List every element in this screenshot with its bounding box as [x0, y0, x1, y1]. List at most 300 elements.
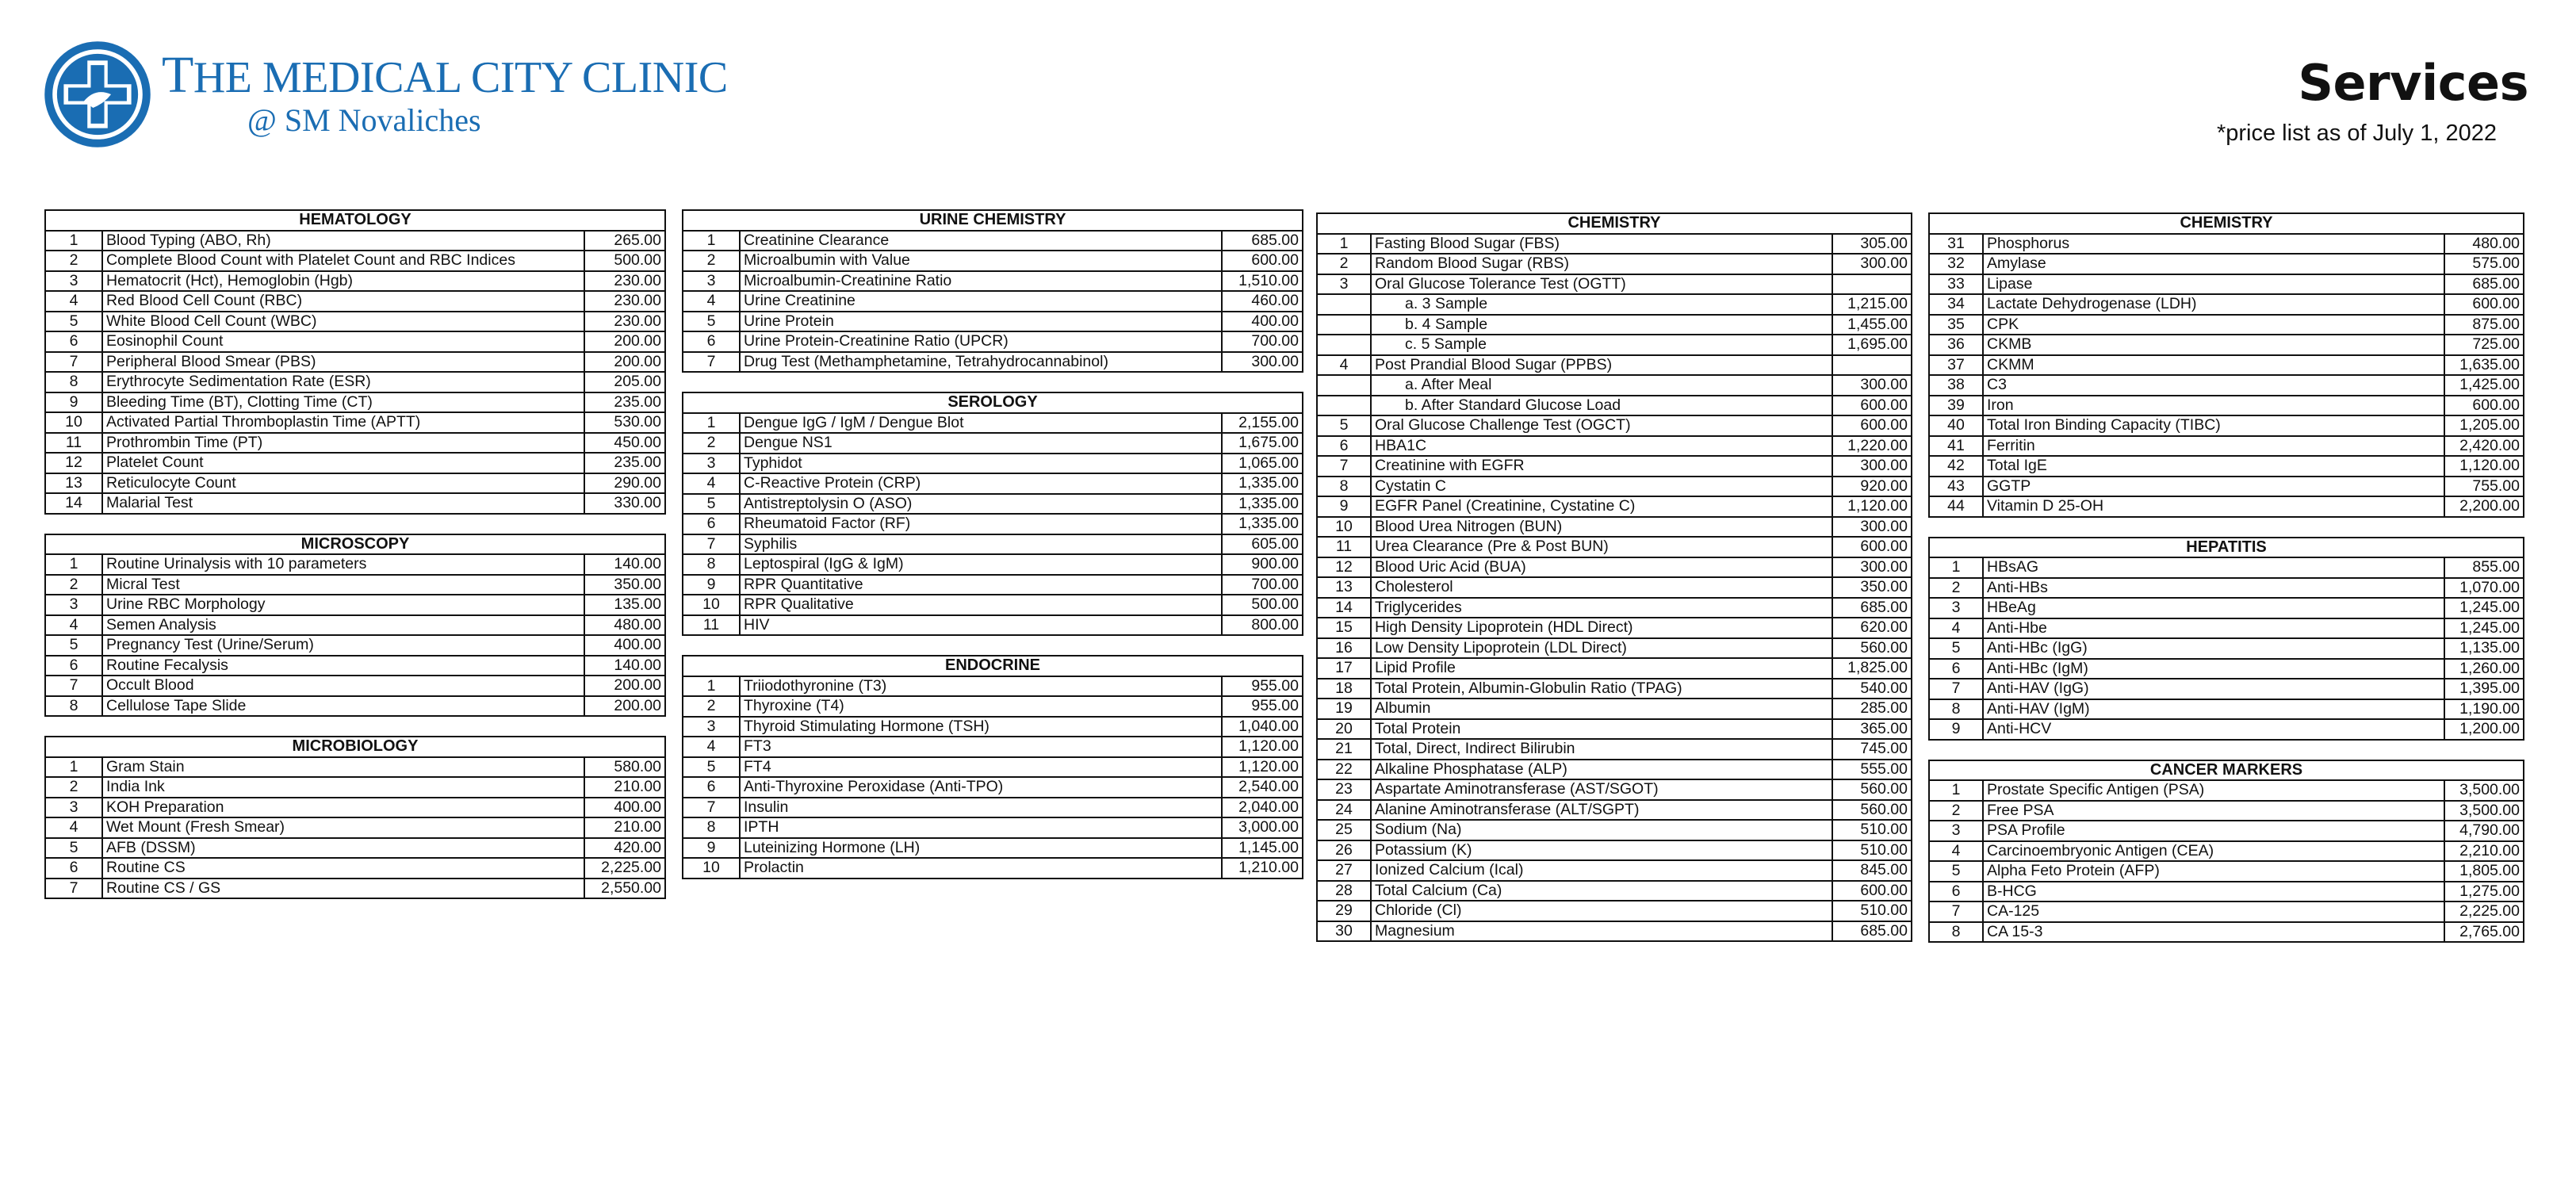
test-price: 300.00 [1832, 254, 1912, 274]
table-row [1317, 860, 1912, 881]
test-price: 140.00 [584, 656, 665, 676]
test-price: 1,510.00 [1222, 271, 1303, 292]
section-header-row [45, 210, 665, 231]
test-price: 235.00 [584, 392, 665, 413]
table-row [45, 817, 665, 838]
test-name: PSA Profile [1983, 821, 2444, 841]
item-number: 11 [683, 615, 740, 636]
test-name: Thyroxine (T4) [740, 696, 1222, 717]
test-price: 540.00 [1832, 679, 1912, 699]
section-header-row [683, 656, 1303, 676]
test-price: 685.00 [2444, 274, 2524, 295]
item-number: 6 [683, 777, 740, 798]
item-number: 4 [45, 291, 102, 312]
test-price: 1,200.00 [2444, 719, 2524, 740]
test-name: Anti-HBc (IgM) [1983, 659, 2444, 679]
price-column-4 [1928, 212, 2524, 962]
price-section [44, 209, 666, 515]
table-row [683, 494, 1303, 515]
test-name: Creatinine with EGFR [1371, 456, 1832, 477]
item-number: 8 [1317, 477, 1371, 497]
test-price: 300.00 [1222, 352, 1303, 373]
test-price: 1,245.00 [2444, 618, 2524, 639]
test-name: C3 [1983, 375, 2444, 396]
item-number: 7 [45, 352, 102, 373]
table-row [683, 251, 1303, 271]
test-name: Blood Typing (ABO, Rh) [102, 231, 584, 251]
section-title: HEMATOLOGY [45, 210, 665, 231]
test-price: 685.00 [1832, 598, 1912, 618]
test-name: RPR Quantitative [740, 575, 1222, 595]
table-row [683, 595, 1303, 615]
test-name: Routine Urinalysis with 10 parameters [102, 554, 584, 575]
test-name: Alanine Aminotransferase (ALT/SGPT) [1371, 800, 1832, 821]
table-row [45, 453, 665, 473]
test-name: a. After Meal [1371, 375, 1832, 396]
item-number: 4 [1929, 841, 1983, 862]
price-section [1928, 212, 2524, 518]
test-price: 575.00 [2444, 254, 2524, 274]
section-header-row [1929, 760, 2524, 781]
table-row [1929, 821, 2524, 841]
table-row [683, 696, 1303, 717]
table-row [45, 493, 665, 514]
table-row [1929, 496, 2524, 517]
price-list-date: *price list as of July 1, 2022 [2216, 121, 2497, 146]
item-number: 7 [683, 534, 740, 555]
test-name: Malarial Test [102, 493, 584, 514]
test-price: 1,260.00 [2444, 659, 2524, 679]
test-price: 845.00 [1832, 860, 1912, 881]
table-row [683, 271, 1303, 292]
test-name: Iron [1983, 396, 2444, 416]
table-row [1317, 800, 1912, 821]
table-row [683, 717, 1303, 737]
test-name: Carcinoembryonic Antigen (CEA) [1983, 841, 2444, 862]
table-row [45, 372, 665, 392]
table-row [1929, 578, 2524, 599]
test-name: Aspartate Aminotransferase (AST/SGOT) [1371, 779, 1832, 800]
test-price: 600.00 [1832, 396, 1912, 416]
item-number: 10 [683, 858, 740, 879]
table-row [683, 413, 1303, 434]
table-row [683, 777, 1303, 798]
item-number: 1 [683, 413, 740, 434]
item-number: 6 [683, 514, 740, 534]
price-section [682, 392, 1303, 636]
test-price: 200.00 [584, 696, 665, 717]
table-row [45, 656, 665, 676]
test-name: Cystatin C [1371, 477, 1832, 497]
test-price: 4,790.00 [2444, 821, 2524, 841]
test-name: Routine CS / GS [102, 879, 584, 899]
test-price: 600.00 [2444, 396, 2524, 416]
test-price: 1,825.00 [1832, 658, 1912, 679]
medical-cross-logo-icon [41, 38, 154, 151]
test-price: 300.00 [1832, 557, 1912, 578]
item-number: 7 [45, 676, 102, 696]
item-number: 4 [1317, 355, 1371, 376]
test-name: Semen Analysis [102, 615, 584, 636]
test-name: Occult Blood [102, 676, 584, 696]
test-price: 290.00 [584, 473, 665, 494]
item-number: 35 [1929, 315, 1983, 335]
item-number: 40 [1929, 415, 1983, 436]
test-name: HBA1C [1371, 436, 1832, 457]
test-price: 955.00 [1222, 676, 1303, 697]
item-number: 24 [1317, 800, 1371, 821]
test-name: Creatinine Clearance [740, 231, 1222, 251]
item-number: 5 [45, 312, 102, 332]
test-name: Antistreptolysin O (ASO) [740, 494, 1222, 515]
test-price: 1,455.00 [1832, 315, 1912, 335]
test-name: Prothrombin Time (PT) [102, 433, 584, 454]
table-row [45, 291, 665, 312]
item-number: 27 [1317, 860, 1371, 881]
item-number: 3 [1929, 598, 1983, 618]
test-name: Activated Partial Thromboplastin Time (APTT) [102, 412, 584, 433]
item-number: 5 [683, 757, 740, 778]
test-name: Wet Mount (Fresh Smear) [102, 817, 584, 838]
test-name: c. 5 Sample [1371, 335, 1832, 355]
table-row [1929, 477, 2524, 497]
table-row [45, 352, 665, 373]
item-number: 29 [1317, 901, 1371, 921]
item-number: 4 [45, 817, 102, 838]
table-row [45, 412, 665, 433]
test-price: 605.00 [1222, 534, 1303, 555]
item-number: 9 [683, 575, 740, 595]
table-row [1929, 922, 2524, 943]
test-name: Gram Stain [102, 757, 584, 778]
price-table [682, 209, 1303, 373]
item-number: 2 [683, 433, 740, 454]
item-number: 38 [1929, 375, 1983, 396]
price-column-2 [682, 209, 1303, 898]
item-number: 8 [1929, 922, 1983, 943]
price-table [1316, 212, 1912, 942]
table-row [1317, 699, 1912, 719]
test-price: 725.00 [2444, 335, 2524, 355]
test-price: 210.00 [584, 777, 665, 798]
test-name: Vitamin D 25-OH [1983, 496, 2444, 517]
test-name: Fasting Blood Sugar (FBS) [1371, 234, 1832, 255]
item-number: 4 [1929, 618, 1983, 639]
test-name: Total Protein [1371, 719, 1832, 740]
test-price: 510.00 [1832, 840, 1912, 861]
clinic-name: THE MEDICAL CITY CLINIC [162, 45, 728, 104]
table-row [683, 676, 1303, 697]
item-number: 6 [1317, 436, 1371, 457]
item-number [1317, 335, 1371, 355]
table-row [45, 838, 665, 859]
item-number: 9 [683, 838, 740, 859]
test-price: 285.00 [1832, 699, 1912, 719]
item-number: 3 [45, 271, 102, 292]
table-row [45, 879, 665, 899]
test-name: CPK [1983, 315, 2444, 335]
item-number: 37 [1929, 355, 1983, 376]
table-row [1929, 396, 2524, 416]
table-row [1929, 335, 2524, 355]
item-number: 42 [1929, 456, 1983, 477]
test-name: Microalbumin-Creatinine Ratio [740, 271, 1222, 292]
test-price: 1,120.00 [1222, 737, 1303, 757]
table-row [1317, 840, 1912, 861]
test-price: 330.00 [584, 493, 665, 514]
item-number: 8 [45, 696, 102, 717]
test-price [1832, 355, 1912, 376]
test-name: Erythrocyte Sedimentation Rate (ESR) [102, 372, 584, 392]
table-row [1317, 396, 1912, 416]
test-name: Low Density Lipoprotein (LDL Direct) [1371, 638, 1832, 659]
section-title: HEPATITIS [1929, 538, 2524, 558]
test-name: Triglycerides [1371, 598, 1832, 618]
item-number: 25 [1317, 820, 1371, 840]
section-title: CHEMISTRY [1929, 213, 2524, 234]
item-number: 13 [1317, 577, 1371, 598]
item-number: 13 [45, 473, 102, 494]
test-name: Alkaline Phosphatase (ALP) [1371, 760, 1832, 780]
table-row [683, 433, 1303, 454]
test-price: 1,695.00 [1832, 335, 1912, 355]
item-number: 5 [1929, 861, 1983, 882]
test-price: 955.00 [1222, 696, 1303, 717]
test-price: 2,550.00 [584, 879, 665, 899]
table-row [1317, 638, 1912, 659]
table-row [1317, 658, 1912, 679]
test-name: Post Prandial Blood Sugar (PPBS) [1371, 355, 1832, 376]
table-row [1929, 679, 2524, 699]
test-price: 1,145.00 [1222, 838, 1303, 859]
test-name: C-Reactive Protein (CRP) [740, 473, 1222, 494]
test-name: Blood Urea Nitrogen (BUN) [1371, 517, 1832, 538]
item-number: 32 [1929, 254, 1983, 274]
test-price: 600.00 [1832, 881, 1912, 902]
test-name: CKMB [1983, 335, 2444, 355]
test-name: B-HCG [1983, 882, 2444, 902]
test-price: 3,500.00 [2444, 801, 2524, 821]
price-section [1928, 760, 2524, 944]
table-row [1929, 436, 2524, 457]
test-price: 1,070.00 [2444, 578, 2524, 599]
item-number: 19 [1317, 699, 1371, 719]
test-price: 555.00 [1832, 760, 1912, 780]
item-number: 14 [1317, 598, 1371, 618]
test-name: GGTP [1983, 477, 2444, 497]
table-row [1317, 739, 1912, 760]
section-header-row [683, 392, 1303, 413]
test-name: Urine Protein [740, 312, 1222, 332]
test-name: Luteinizing Hormone (LH) [740, 838, 1222, 859]
section-header-row [1929, 213, 2524, 234]
test-price: 1,135.00 [2444, 638, 2524, 659]
test-price: 350.00 [584, 575, 665, 595]
table-row [45, 575, 665, 595]
table-row [45, 595, 665, 615]
item-number: 10 [1317, 517, 1371, 538]
item-number: 10 [45, 412, 102, 433]
item-number: 12 [45, 453, 102, 473]
test-name: Blood Uric Acid (BUA) [1371, 557, 1832, 578]
test-price: 580.00 [584, 757, 665, 778]
table-row [1317, 315, 1912, 335]
test-price: 1,245.00 [2444, 598, 2524, 618]
section-header-row [1929, 538, 2524, 558]
table-row [1929, 254, 2524, 274]
table-row [1317, 375, 1912, 396]
item-number: 28 [1317, 881, 1371, 902]
test-name: Anti-HAV (IgM) [1983, 699, 2444, 720]
test-price: 1,040.00 [1222, 717, 1303, 737]
item-number: 1 [683, 676, 740, 697]
test-price: 200.00 [584, 331, 665, 352]
test-name: Complete Blood Count with Platelet Count and RBC Indices [102, 251, 584, 271]
test-price: 2,540.00 [1222, 777, 1303, 798]
test-name: Amylase [1983, 254, 2444, 274]
table-row [1929, 902, 2524, 922]
item-number: 9 [1929, 719, 1983, 740]
test-price: 900.00 [1222, 554, 1303, 575]
table-row [683, 473, 1303, 494]
test-name: High Density Lipoprotein (HDL Direct) [1371, 618, 1832, 638]
test-price: 510.00 [1832, 901, 1912, 921]
test-price: 2,155.00 [1222, 413, 1303, 434]
test-price: 1,120.00 [2444, 456, 2524, 477]
test-price: 1,425.00 [2444, 375, 2524, 396]
item-number: 2 [683, 696, 740, 717]
test-name: Rheumatoid Factor (RF) [740, 514, 1222, 534]
item-number [1317, 375, 1371, 396]
table-row [1929, 882, 2524, 902]
item-number: 11 [1317, 537, 1371, 557]
test-price: 600.00 [1832, 537, 1912, 557]
table-row [1317, 415, 1912, 436]
test-price: 460.00 [1222, 291, 1303, 312]
test-price: 365.00 [1832, 719, 1912, 740]
item-number: 1 [45, 757, 102, 778]
item-number: 1 [1929, 557, 1983, 578]
table-row [1317, 881, 1912, 902]
test-price: 300.00 [1832, 456, 1912, 477]
item-number: 1 [1317, 234, 1371, 255]
table-row [45, 392, 665, 413]
table-row [683, 352, 1303, 373]
item-number: 14 [45, 493, 102, 514]
test-price: 500.00 [1222, 595, 1303, 615]
table-row [45, 696, 665, 717]
section-header-row [45, 534, 665, 555]
test-price: 700.00 [1222, 331, 1303, 352]
item-number: 4 [683, 737, 740, 757]
table-row [1929, 294, 2524, 315]
item-number: 1 [45, 554, 102, 575]
table-row [1929, 638, 2524, 659]
item-number: 7 [683, 352, 740, 373]
test-name: Lactate Dehydrogenase (LDH) [1983, 294, 2444, 315]
table-row [683, 312, 1303, 332]
item-number: 1 [683, 231, 740, 251]
test-name: b. After Standard Glucose Load [1371, 396, 1832, 416]
item-number: 7 [1317, 456, 1371, 477]
test-name: Lipase [1983, 274, 2444, 295]
table-row [683, 331, 1303, 352]
price-table [682, 655, 1303, 879]
test-name: Phosphorus [1983, 234, 2444, 255]
table-row [1317, 294, 1912, 315]
price-table [44, 209, 666, 515]
test-price: 400.00 [584, 635, 665, 656]
item-number: 5 [45, 635, 102, 656]
test-name: EGFR Panel (Creatinine, Cystatine C) [1371, 496, 1832, 517]
item-number: 5 [683, 312, 740, 332]
table-row [45, 676, 665, 696]
table-row [1317, 537, 1912, 557]
item-number: 33 [1929, 274, 1983, 295]
price-table [1928, 212, 2524, 518]
table-row [1317, 921, 1912, 942]
item-number: 30 [1317, 921, 1371, 942]
table-row [1317, 436, 1912, 457]
test-price: 1,275.00 [2444, 882, 2524, 902]
test-name: CA 15-3 [1983, 922, 2444, 943]
price-section [682, 655, 1303, 879]
section-header-row [45, 737, 665, 757]
test-name: Ferritin [1983, 436, 2444, 457]
section-title: MICROSCOPY [45, 534, 665, 555]
table-row [1317, 901, 1912, 921]
test-name: Total IgE [1983, 456, 2444, 477]
item-number: 5 [45, 838, 102, 859]
table-row [1317, 820, 1912, 840]
test-name: Sodium (Na) [1371, 820, 1832, 840]
test-name: b. 4 Sample [1371, 315, 1832, 335]
test-name: Alpha Feto Protein (AFP) [1983, 861, 2444, 882]
item-number: 39 [1929, 396, 1983, 416]
item-number: 20 [1317, 719, 1371, 740]
table-row [1317, 234, 1912, 255]
test-name: Anti-Hbe [1983, 618, 2444, 639]
item-number: 9 [1317, 496, 1371, 517]
test-price: 205.00 [584, 372, 665, 392]
test-name: Oral Glucose Tolerance Test (OGTT) [1371, 274, 1832, 295]
test-name: HBeAg [1983, 598, 2444, 618]
test-name: Micral Test [102, 575, 584, 595]
item-number: 23 [1317, 779, 1371, 800]
table-row [45, 271, 665, 292]
test-price: 210.00 [584, 817, 665, 838]
table-row [45, 331, 665, 352]
table-row [683, 575, 1303, 595]
table-row [683, 534, 1303, 555]
test-price: 685.00 [1832, 921, 1912, 942]
table-row [1317, 618, 1912, 638]
item-number: 4 [683, 291, 740, 312]
test-price: 1,395.00 [2444, 679, 2524, 699]
table-row [1317, 477, 1912, 497]
item-number: 6 [45, 656, 102, 676]
test-price: 1,205.00 [2444, 415, 2524, 436]
table-row [683, 817, 1303, 838]
price-section [44, 534, 666, 718]
test-name: Bleeding Time (BT), Clotting Time (CT) [102, 392, 584, 413]
item-number: 36 [1929, 335, 1983, 355]
table-row [683, 737, 1303, 757]
test-price: 620.00 [1832, 618, 1912, 638]
table-row [683, 454, 1303, 474]
item-number: 7 [1929, 902, 1983, 922]
price-section [44, 736, 666, 899]
